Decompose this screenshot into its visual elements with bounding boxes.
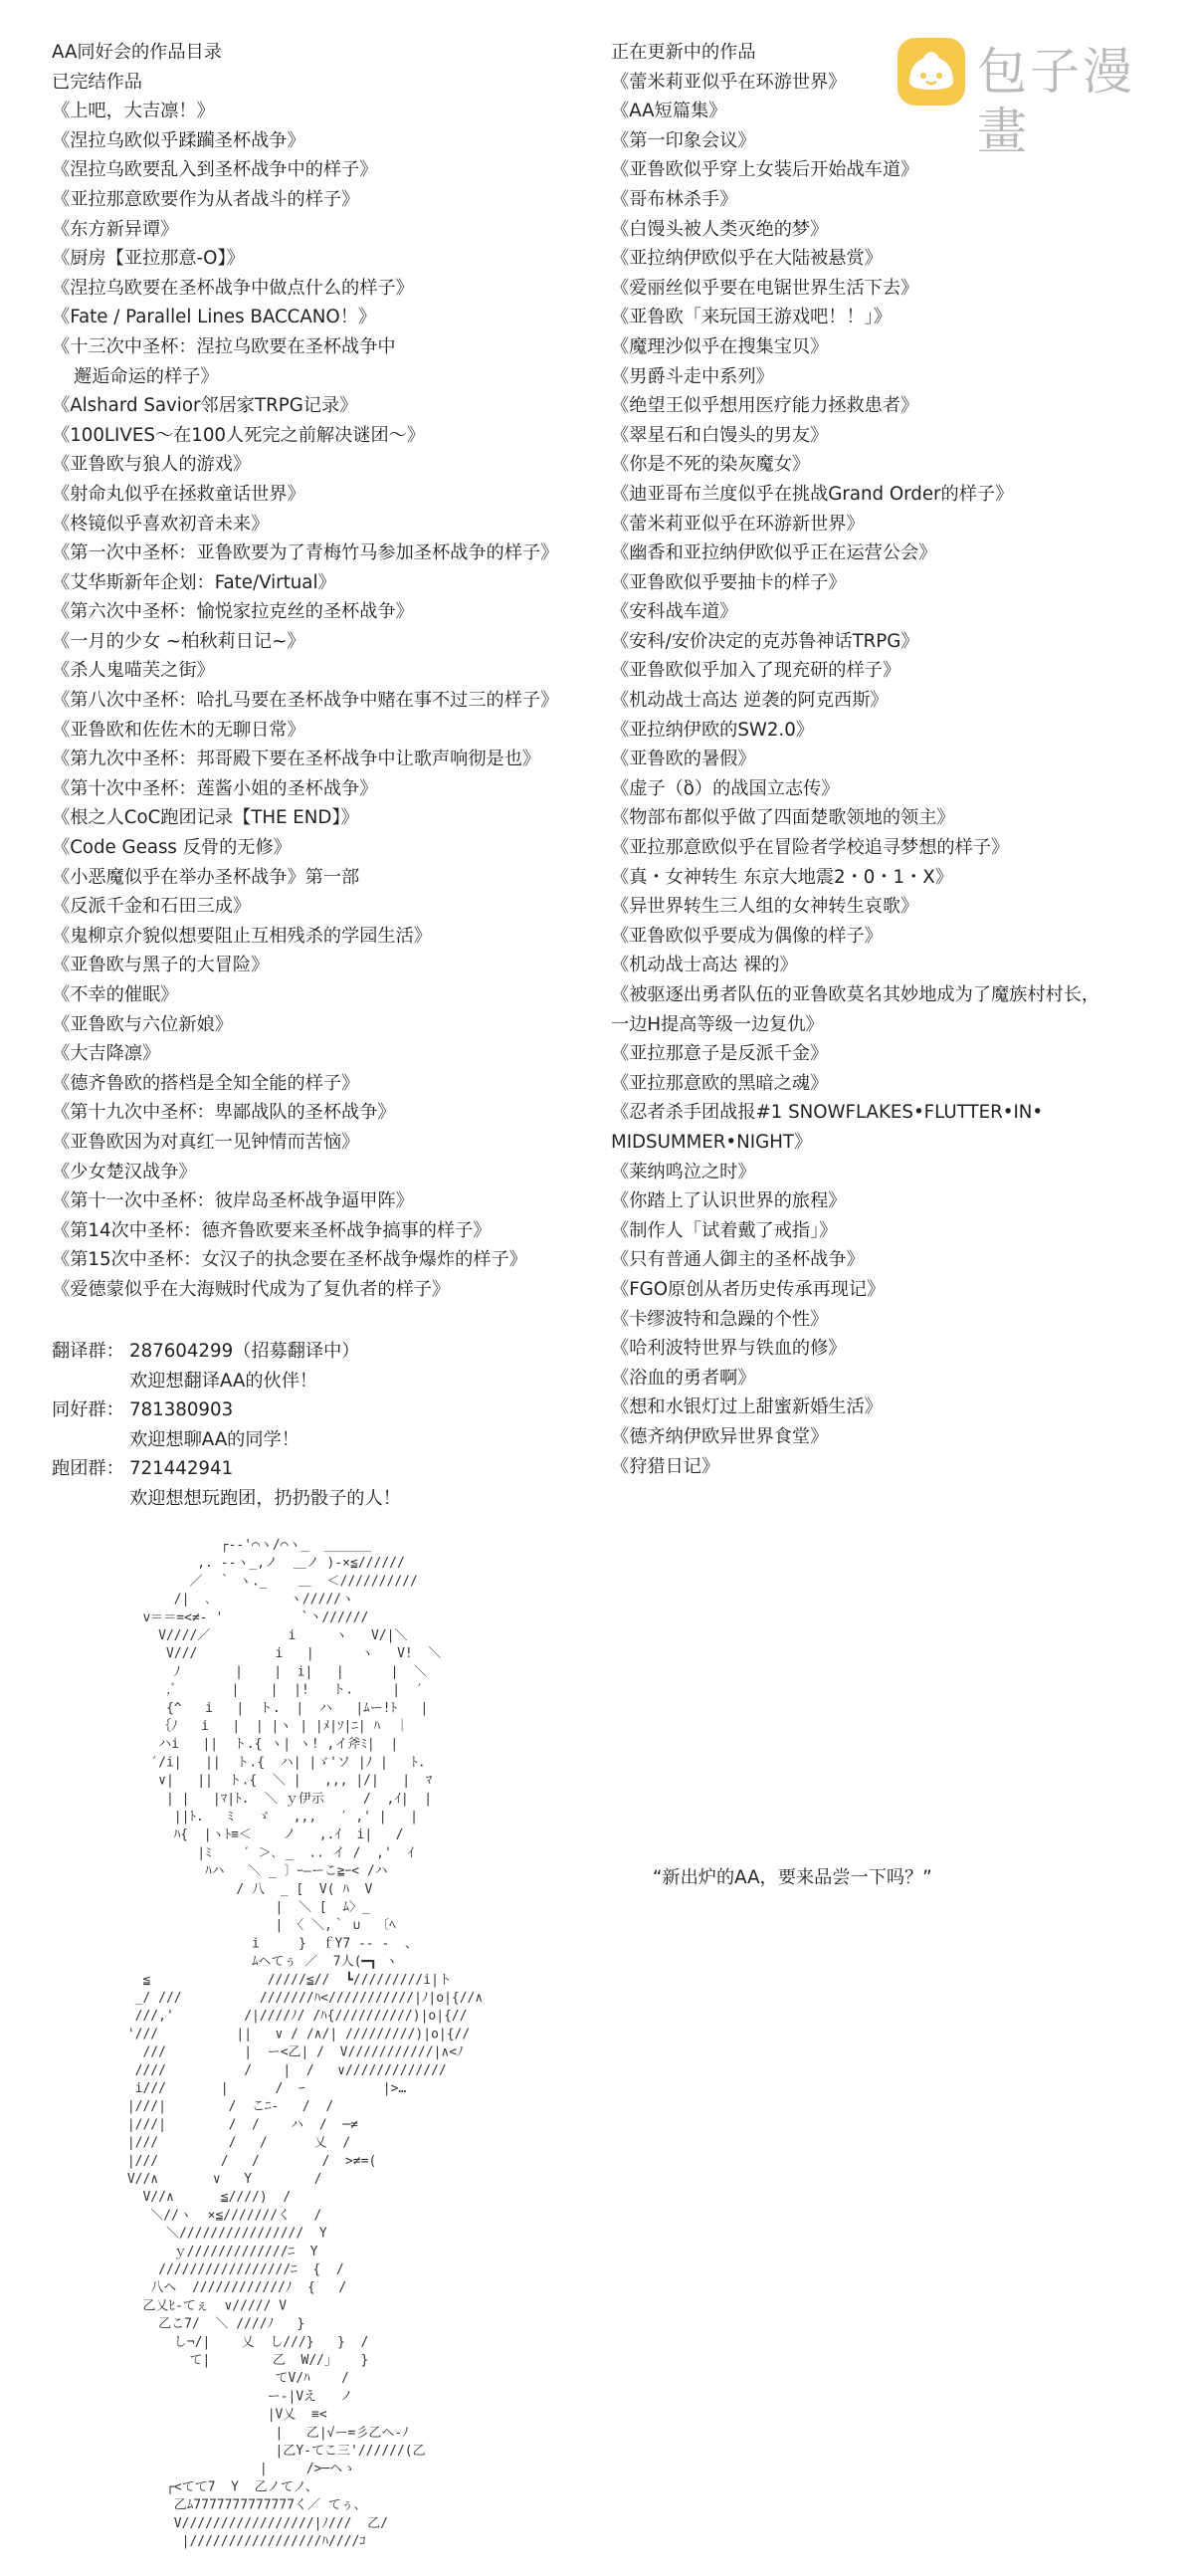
contact-row: [52, 1454, 401, 1484]
ongoing-work-item: 《狩猎日记》: [611, 1455, 720, 1477]
ascii-art-line: |///| / こﾆ- / /: [119, 2099, 435, 2115]
left-column: [52, 38, 609, 1305]
right-column: [611, 38, 1100, 1481]
ascii-art-line: _/ /// ///////ﾊ<///////////|ﾉ|o|{//∧: [119, 1991, 484, 2006]
completed-work-item: 《亚鲁欧因为对真红一见钟情而苦恼》: [52, 1131, 360, 1153]
completed-work-item: 《亚鲁欧和佐佐木的无聊日常》: [52, 719, 305, 741]
ascii-art-line: | 〈 ＼,｀ ∪ 〔ﾍ: [119, 1918, 396, 1934]
ascii-art-line: V////／ i ヽ V/|＼: [119, 1628, 408, 1643]
ongoing-works-list: [611, 68, 1100, 1482]
ascii-art-line: ﾊハ ＼ _ 〕ｰ―ーこ≧ｰ< /ハ: [119, 1863, 388, 1879]
ascii-art-line: ∨| || ト.{ ＼ | ,,, |/| | ﾏ: [119, 1773, 433, 1789]
ascii-art-line: ′/i| || ト.{ ハ| |ゞ'ソ |ﾉ | ﾄ.: [119, 1755, 426, 1771]
ascii-art-line: |///| / / ハ / ─≠: [119, 2117, 421, 2133]
completed-work-item: 《第十九次中圣杯：卑鄙战队的圣杯战争》: [52, 1102, 396, 1124]
watermark-logo: [896, 34, 1184, 160]
ongoing-work-item: MIDSUMMER•NIGHT》: [611, 1131, 813, 1153]
ascii-art-line: ／ ｀ ヽ._ ＿ ＜//////////: [119, 1574, 418, 1590]
completed-work-item: 《涅拉乌欧似乎蹂躏圣杯战争》: [52, 129, 305, 151]
contact-row: [52, 1395, 401, 1425]
ongoing-work-item: 一边H提高等级一边复仇》: [611, 1013, 824, 1035]
contact-label: 同好群：: [52, 1399, 124, 1421]
ascii-art-line: i/// | / ｰ |>…: [119, 2081, 454, 2096]
ongoing-work-item: 《哈利波特世界与铁血的修》: [611, 1338, 847, 1360]
completed-work-item: 《亚拉那意欧要作为从者战斗的样子》: [52, 188, 360, 210]
speech-caption: “新出炉的AA，要来品尝一下吗？”: [653, 1867, 932, 1888]
contact-message: 欢迎想翻译AA的伙伴！: [129, 1370, 318, 1392]
ongoing-work-item: 《安科战车道》: [611, 601, 738, 623]
completed-work-item: 《一月的少女 ~柏秋莉日记~》: [52, 630, 305, 652]
ascii-art-line: ｙ/////////////ﾆ Y: [119, 2244, 373, 2259]
completed-work-item: 《根之人CoC跑团记录【THE END】》: [52, 807, 359, 829]
completed-work-item: 《柊镜似乎喜欢初音未来》: [52, 513, 270, 535]
ongoing-work-item: 《亚鲁欧似乎穿上女装后开始战车道》: [611, 159, 919, 181]
ongoing-work-item: 《物部布都似乎做了四面楚歌领地的领主》: [611, 807, 955, 829]
ongoing-work-item: 《翠星石和白馒头的男友》: [611, 424, 829, 446]
ongoing-work-item: 《魔理沙似乎在搜集宝贝》: [611, 335, 829, 357]
ongoing-work-item: 《被驱逐出勇者队伍的亚鲁欧莫名其妙地成为了魔族村村长，: [611, 984, 1100, 1005]
ascii-art-character: [100, 1533, 637, 2558]
completed-work-item: 《射命丸似乎在拯救童话世界》: [52, 483, 305, 505]
ongoing-work-item: 《想和水银灯过上甜蜜新婚生活》: [611, 1396, 883, 1418]
ongoing-work-item: 《你是不死的染灰魔女》: [611, 454, 811, 476]
ascii-art-line: {^ i | ト. | ハ |ﾑー!ﾄ |: [119, 1700, 429, 1716]
contact-number: 721442941: [129, 1458, 234, 1480]
completed-work-item: 《杀人鬼喵芙之街》: [52, 660, 215, 682]
ongoing-work-item: 《亚拉那意欧似乎在冒险者学校追寻梦想的样子》: [611, 837, 1010, 859]
ascii-art-line: v＝＝=<≠- ' `丶//////: [119, 1610, 369, 1625]
ascii-art-line: /| ､ ヽ/////ヽ: [119, 1592, 354, 1608]
contact-message: 欢迎想想玩跑团，扔扔骰子的人！: [129, 1487, 401, 1509]
ongoing-work-item: 《只有普通人御主的圣杯战争》: [611, 1249, 865, 1271]
ascii-art-line: | 乙|√ー=彡乙ヘ-ﾉ: [119, 2425, 409, 2441]
ascii-art-line: |ﾐ ′ ＞､ _ .. イ / ,' ｲ: [119, 1845, 414, 1861]
ascii-art-line: i } ｆY7 -‐ ‐ 、: [119, 1936, 418, 1952]
contact-row: [52, 1337, 401, 1367]
ascii-art-line: |/// / / / >≠=(: [119, 2153, 424, 2169]
ongoing-work-item: 《哥布林杀手》: [611, 188, 738, 210]
ongoing-work-item: 《忍者杀手团战报#1 SNOWFLAKES•FLUTTER•IN•: [611, 1102, 1044, 1124]
completed-work-item: 《亚鲁欧与六位新娘》: [52, 1013, 233, 1035]
ascii-art-line: ＼//ヽ ×≦///////く /: [119, 2208, 377, 2224]
ascii-art-line: 乙乂ﾋ-てぇ ∨///// V: [119, 2298, 310, 2314]
ongoing-work-item: 《机动战士高达 裸的》: [611, 955, 798, 976]
ongoing-work-item: 《亚鲁欧的暑假》: [611, 749, 756, 770]
ongoing-work-item: 《真・女神转生 东京大地震2・0・1・X》: [611, 866, 953, 888]
right-heading: 正在更新中的作品: [611, 42, 756, 63]
ongoing-work-item: 《亚拉纳伊欧的SW2.0》: [611, 719, 814, 741]
ascii-art-line: V//∧ ≦////) /: [119, 2190, 314, 2206]
completed-work-item: 《第15次中圣杯：女汉子的执念要在圣杯战争爆炸的样子》: [52, 1249, 527, 1271]
ascii-art-line: V//∧ ∨ Y /: [119, 2172, 361, 2187]
watermark-text: 包子漫畫: [977, 43, 1135, 160]
contact-message: 欢迎想聊AA的同学！: [129, 1428, 299, 1450]
ongoing-work-item: 《机动战士高达 逆袭的阿克西斯》: [611, 690, 889, 712]
completed-work-item: 《反派千金和石田三成》: [52, 896, 252, 918]
completed-work-item: 《第一次中圣杯：亚鲁欧要为了青梅竹马参加圣杯战争的样子》: [52, 542, 559, 564]
completed-work-item: 《第十一次中圣杯：彼岸岛圣杯战争逼甲阵》: [52, 1190, 414, 1212]
bun-logo-icon: [896, 36, 967, 107]
ongoing-work-item: 《卡缪波特和急躁的个性》: [611, 1308, 829, 1330]
ascii-art-line: 八ヘ ////////////ﾉ { /: [119, 2280, 386, 2296]
completed-subheading: 已完结作品: [52, 71, 142, 93]
ongoing-work-item: 《亚鲁欧似乎加入了现充研的样子》: [611, 660, 901, 682]
ascii-art-line: V/// i | ヽ V! ＼: [119, 1646, 442, 1662]
ascii-art-line: ﾊ{ |ヽﾄ≡＜ ノ ,.ｲ i| /: [119, 1827, 404, 1843]
ongoing-work-item: 《第一印象会议》: [611, 129, 756, 151]
left-heading: AA同好会的作品目录: [52, 42, 222, 63]
ascii-art-line: 乙こ7/ ＼ ////ﾉ }: [119, 2316, 352, 2332]
ongoing-work-item: 《AA短篇集》: [611, 101, 727, 122]
ascii-art-line: | | |ﾏ|ﾄ. ＼ ｙ伊示 / ,ｲ| |: [119, 1791, 433, 1807]
ongoing-work-item: 《浴血的勇者啊》: [611, 1367, 756, 1389]
ongoing-work-item: 《FGO原创从者历史传承再现记》: [611, 1278, 886, 1300]
ongoing-work-item: 《亚鲁欧似乎要抽卡的样子》: [611, 571, 847, 593]
ongoing-work-item: 《你踏上了认识世界的旅程》: [611, 1190, 847, 1212]
ascii-art-line: ハi || ト.{ ヽ| ヽ! ,イ斧ﾐ| |: [119, 1737, 399, 1753]
ascii-art-line: |/////////////////ﾊ////ｺ: [119, 2534, 366, 2549]
ascii-art-line: / 八 _ [ V( ﾊ V: [119, 1881, 373, 1897]
completed-work-item: 《第八次中圣杯：哈扎马要在圣杯战争中赌在事不过三的样子》: [52, 690, 559, 712]
contact-number: 287604299（招募翻译中）: [129, 1341, 360, 1362]
completed-work-item: 邂逅命运的样子》: [74, 365, 219, 387]
ascii-art-line: |/// / / 乂 /: [119, 2135, 390, 2151]
ascii-art-line: //// / | / ∨/////////////: [119, 2062, 447, 2078]
ascii-art-line: '/// || ∨ / /∧/| /////////)|o|{//: [119, 2027, 471, 2042]
ascii-art-line: ー-|Vえ ノ: [119, 2389, 377, 2405]
ascii-art-line: て| 乙 W//」 }: [119, 2353, 400, 2368]
ongoing-work-item: 《迪亚哥布兰度似乎在挑战Grand Order的样子》: [611, 483, 1014, 505]
ascii-art-line: | />─ヘゝ: [119, 2462, 356, 2477]
ascii-art-line: ┌-‐'⌒ヽ/⌒ヽ_ ______: [119, 1538, 371, 1553]
ongoing-work-item: 《亚鲁欧似乎要成为偶像的样子》: [611, 925, 883, 947]
completed-work-item: 《大吉降凛》: [52, 1043, 161, 1065]
ongoing-work-item: 《男爵斗走中系列》: [611, 365, 774, 387]
completed-work-item: 《小恶魔似乎在举办圣杯战争》第一部: [52, 866, 360, 888]
completed-work-item: 《少女楚汉战争》: [52, 1161, 197, 1182]
ongoing-work-item: 《亚拉那意子是反派千金》: [611, 1043, 829, 1065]
group-contacts: [52, 1337, 401, 1514]
completed-work-item: 《鬼柳京介貌似想要阻止互相残杀的学园生活》: [52, 925, 432, 947]
ongoing-work-item: 《莱纳鸣泣之时》: [611, 1161, 756, 1182]
completed-work-item: 《Fate / Parallel Lines BACCANO！》: [52, 307, 377, 328]
ongoing-work-item: 《幽香和亚拉纳伊欧似乎正在运营公会》: [611, 542, 937, 564]
ascii-art-line: |乙Y-てこ三'//////(乙: [119, 2444, 426, 2459]
ongoing-work-item: 《亚拉那意欧的黑暗之魂》: [611, 1072, 829, 1094]
completed-works-list: [52, 97, 609, 1304]
completed-work-item: 《第14次中圣杯：德齐鲁欧要来圣杯战争搞事的样子》: [52, 1219, 492, 1241]
ascii-art-line: ,ﾞ | | |! ト. | ′: [119, 1682, 424, 1698]
ascii-art-line: ≦ /////≦// ┗/////////i|ト: [119, 1972, 452, 1988]
ongoing-work-item: 《绝望王似乎想用医疗能力拯救患者》: [611, 395, 919, 417]
ascii-art-line: V/////////////////|ﾉ/// 乙/: [119, 2515, 388, 2531]
ascii-art-line: し¬/| 乂 し///} } /: [119, 2334, 392, 2350]
ascii-art-line: 乙ﾑ7777777777777く／ てぅ、: [119, 2497, 367, 2513]
completed-work-item: 《艾华斯新年企划：Fate/Virtual》: [52, 571, 336, 593]
ongoing-work-item: 《白馒头被人类灭绝的梦》: [611, 218, 829, 240]
ascii-art-line: ﾑヘてぅ ／ 7人(━┓ ヽ: [119, 1954, 398, 1970]
contact-number: 781380903: [129, 1399, 234, 1421]
completed-work-item: 《亚鲁欧与黑子的大冒险》: [52, 955, 270, 976]
completed-work-item: 《德齐鲁欧的搭档是全知全能的样子》: [52, 1072, 360, 1094]
ongoing-work-item: 《亚拉纳伊欧似乎在大陆被悬赏》: [611, 248, 883, 270]
ongoing-work-item: 《爱丽丝似乎要在电锯世界生活下去》: [611, 277, 919, 299]
completed-work-item: 《涅拉乌欧要在圣杯战争中做点什么的样子》: [52, 277, 414, 299]
ongoing-work-item: 《虚子（ὃ）的战国立志传》: [611, 777, 840, 799]
completed-work-item: 《厨房【亚拉那意-O】》: [52, 248, 245, 270]
ongoing-work-item: 《蕾米莉亚似乎在环游世界》: [611, 71, 847, 93]
completed-work-item: 《涅拉乌欧要乱入到圣杯战争中的样子》: [52, 159, 378, 181]
completed-work-item: 《Code Geass 反骨的无修》: [52, 837, 292, 859]
ascii-art-line: ┌<てて7 Y 乙ノてノ、: [119, 2479, 318, 2495]
ongoing-work-item: 《德齐纳伊欧异世界食堂》: [611, 1425, 829, 1447]
completed-work-item: 《Alshard Savior邻居家TRPG记录》: [52, 395, 358, 417]
ascii-art-line: ＼//////////////// Y: [119, 2226, 382, 2242]
completed-work-item: 《爱德蒙似乎在大海贼时代成为了复仇者的样子》: [52, 1278, 451, 1300]
ongoing-work-item: 《制作人「试着戴了戒指」》: [611, 1219, 838, 1241]
completed-work-item: 《不幸的催眠》: [52, 984, 179, 1005]
completed-work-item: 《100LIVES～在100人死完之前解决谜团～》: [52, 424, 426, 446]
contact-label: 跑团群：: [52, 1458, 124, 1480]
completed-work-item: 《第十次中圣杯：莲酱小姐的圣杯战争》: [52, 777, 378, 799]
ongoing-work-item: 《亚鲁欧「来玩国王游戏吧！！」》: [611, 307, 892, 328]
ongoing-work-item: 《安科/安价决定的克苏鲁神话TRPG》: [611, 630, 919, 652]
ascii-art-line: ||ﾄ. ﾐ ゞ ,,, ′ ,' | |: [119, 1810, 418, 1825]
ascii-art-line: /////////////////ﾆ { /: [119, 2262, 391, 2277]
completed-work-item: 《上吧，大吉凛！》: [52, 101, 215, 122]
ascii-art-line: /// | ー<乙| / V///////////|∧<ﾉ: [119, 2044, 464, 2060]
ongoing-work-item: 《异世界转生三人组的女神转生哀歌》: [611, 896, 919, 918]
ascii-art-line: ///,' /|////ﾉ/ /ﾊ{//////////)|o|{//: [119, 2009, 468, 2025]
ascii-art-line: | ＼ [ ﾑ〉_: [119, 1900, 370, 1915]
ascii-art-line: |V乂 ≡<: [119, 2407, 358, 2423]
completed-work-item: 《第九次中圣杯：邦哥殿下要在圣杯战争中让歌声响彻是也》: [52, 749, 541, 770]
ongoing-work-item: 《蕾米莉亚似乎在环游新世界》: [611, 513, 865, 535]
ascii-art-line: てV/ﾊ /: [119, 2371, 381, 2387]
contact-label: 翻译群：: [52, 1341, 124, 1362]
ascii-art-line: ,. -‐ヽ_,ノ ＿ノ )‐×≦//////: [119, 1556, 405, 1572]
completed-work-item: 《亚鲁欧与狼人的游戏》: [52, 454, 252, 476]
completed-work-item: 《东方新异谭》: [52, 218, 179, 240]
completed-work-item: 《十三次中圣杯：涅拉乌欧要在圣杯战争中: [52, 335, 396, 357]
ascii-art-line: ﾉ | | i| | | ＼: [119, 1664, 428, 1680]
ascii-art-line: ｛ﾉ i | | |ヽ | |ﾒ|ｿ|ﾆ| ﾊ ｜: [119, 1719, 409, 1734]
completed-work-item: 《第六次中圣杯：愉悦家拉克丝的圣杯战争》: [52, 601, 414, 623]
